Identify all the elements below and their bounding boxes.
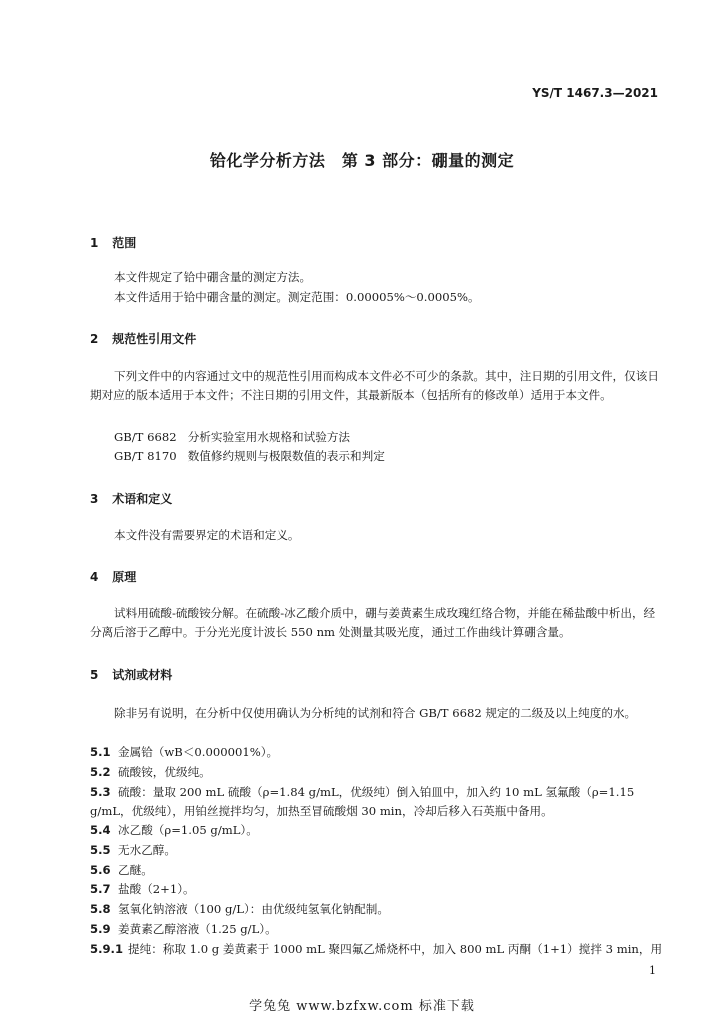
list-item [90,763,665,782]
reference-name: 分析实验室用水规格和试验方法 [187,430,351,444]
item-text: 硫酸：量取 200 mL 硫酸（ρ=1.84 g/mL，优级纯）倒入铂皿中，加入约 10 mL 氢氟酸（ρ=1.15 g/mL，优级纯），用铂丝搅拌均匀，加热至冒硫酸烟 30 min，冷却后移入石英瓶中备用。 [90,785,635,818]
section-1-heading [90,234,136,251]
section-title: 规范性引用文件 [112,332,197,346]
item-text: 冰乙酸（ρ=1.05 g/mL）。 [118,823,258,837]
footer-watermark: 学兔兔 www.bzfxw.com 标准下载 [249,999,475,1014]
item-number: 5.6 [90,863,111,877]
section-number: 2 [90,332,99,346]
item-text: 无水乙醇。 [118,843,176,857]
section-3-heading [90,490,172,507]
paragraph: 试料用硫酸-硫酸铵分解。在硫酸-冰乙酸介质中，硼与姜黄素生成玫瑰红络合物，并能在稀盐酸中析出，经分离后溶于乙醇中。于分光光度计波长 550 nm 处测量其吸光度，通过工作曲线计算硼含量。 [90,606,656,639]
item-number: 5.1 [90,745,111,759]
paragraph: 下列文件中的内容通过文中的规范性引用而构成本文件必不可少的条款。其中，注日期的引用文件，仅该日期对应的版本适用于本文件；不注日期的引用文件，其最新版本（包括所有的修改单）适用于本文件。 [90,369,659,402]
section-number: 1 [90,236,99,250]
section-number: 4 [90,570,99,584]
section-title: 范围 [112,236,137,250]
item-text: 盐酸（2+1）。 [118,882,195,896]
item-text: 氢氧化钠溶液（100 g/L）：由优级纯氢氧化钠配制。 [118,902,389,916]
section-number: 3 [90,492,99,506]
item-number: 5.9.1 [90,942,124,956]
page-title: 铪化学分析方法 第 3 部分：硼量的测定 [209,151,515,170]
item-text: 金属铪（wB＜0.000001%）。 [118,745,279,759]
section-title: 试剂或材料 [112,668,173,682]
list-item [90,880,665,899]
item-number: 5.7 [90,882,111,896]
paragraph: 除非另有说明，在分析中仅使用确认为分析纯的试剂和符合 GB/T 6682 规定的二级及以上纯度的水。 [114,706,637,720]
paragraph: 本文件规定了铪中硼含量的测定方法。 [114,270,312,284]
item-number: 5.2 [90,765,111,779]
reference-code: GB/T 8170 [114,449,177,463]
page-number: 1 [649,964,656,977]
item-number: 5.9 [90,922,111,936]
section-4-heading [90,568,136,585]
section-title: 原理 [112,570,137,584]
item-number: 5.8 [90,902,111,916]
reference-item [114,448,385,464]
list-item [90,783,665,821]
list-item [90,900,665,919]
paragraph: 本文件适用于铪中硼含量的测定。测定范围：0.00005%～0.0005%。 [114,290,480,304]
reference-code: GB/T 6682 [114,430,177,444]
list-item [90,743,665,762]
item-number: 5.3 [90,785,111,799]
item-text: 硫酸铵，优级纯。 [118,765,211,779]
item-number: 5.5 [90,843,111,857]
reference-name: 数值修约规则与极限数值的表示和判定 [187,449,385,463]
reference-item [114,429,350,445]
item-number: 5.4 [90,823,111,837]
section-2-heading [90,330,196,347]
item-text: 乙醚。 [118,863,153,877]
paragraph: 本文件没有需要界定的术语和定义。 [114,528,300,542]
section-number: 5 [90,668,99,682]
section-5-heading [90,666,172,683]
list-item [90,841,665,860]
list-item [90,920,665,939]
section-title: 术语和定义 [112,492,173,506]
list-item [90,821,665,840]
item-text: 提纯：称取 1.0 g 姜黄素于 1000 mL 聚四氟乙烯烧杯中，加入 800 mL 丙酮（1+1）搅拌 3 min，用 [128,942,663,956]
list-item [90,861,665,880]
standard-code: YS/T 1467.3—2021 [532,86,658,100]
list-item [90,940,665,959]
item-text: 姜黄素乙醇溶液（1.25 g/L）。 [118,922,277,936]
